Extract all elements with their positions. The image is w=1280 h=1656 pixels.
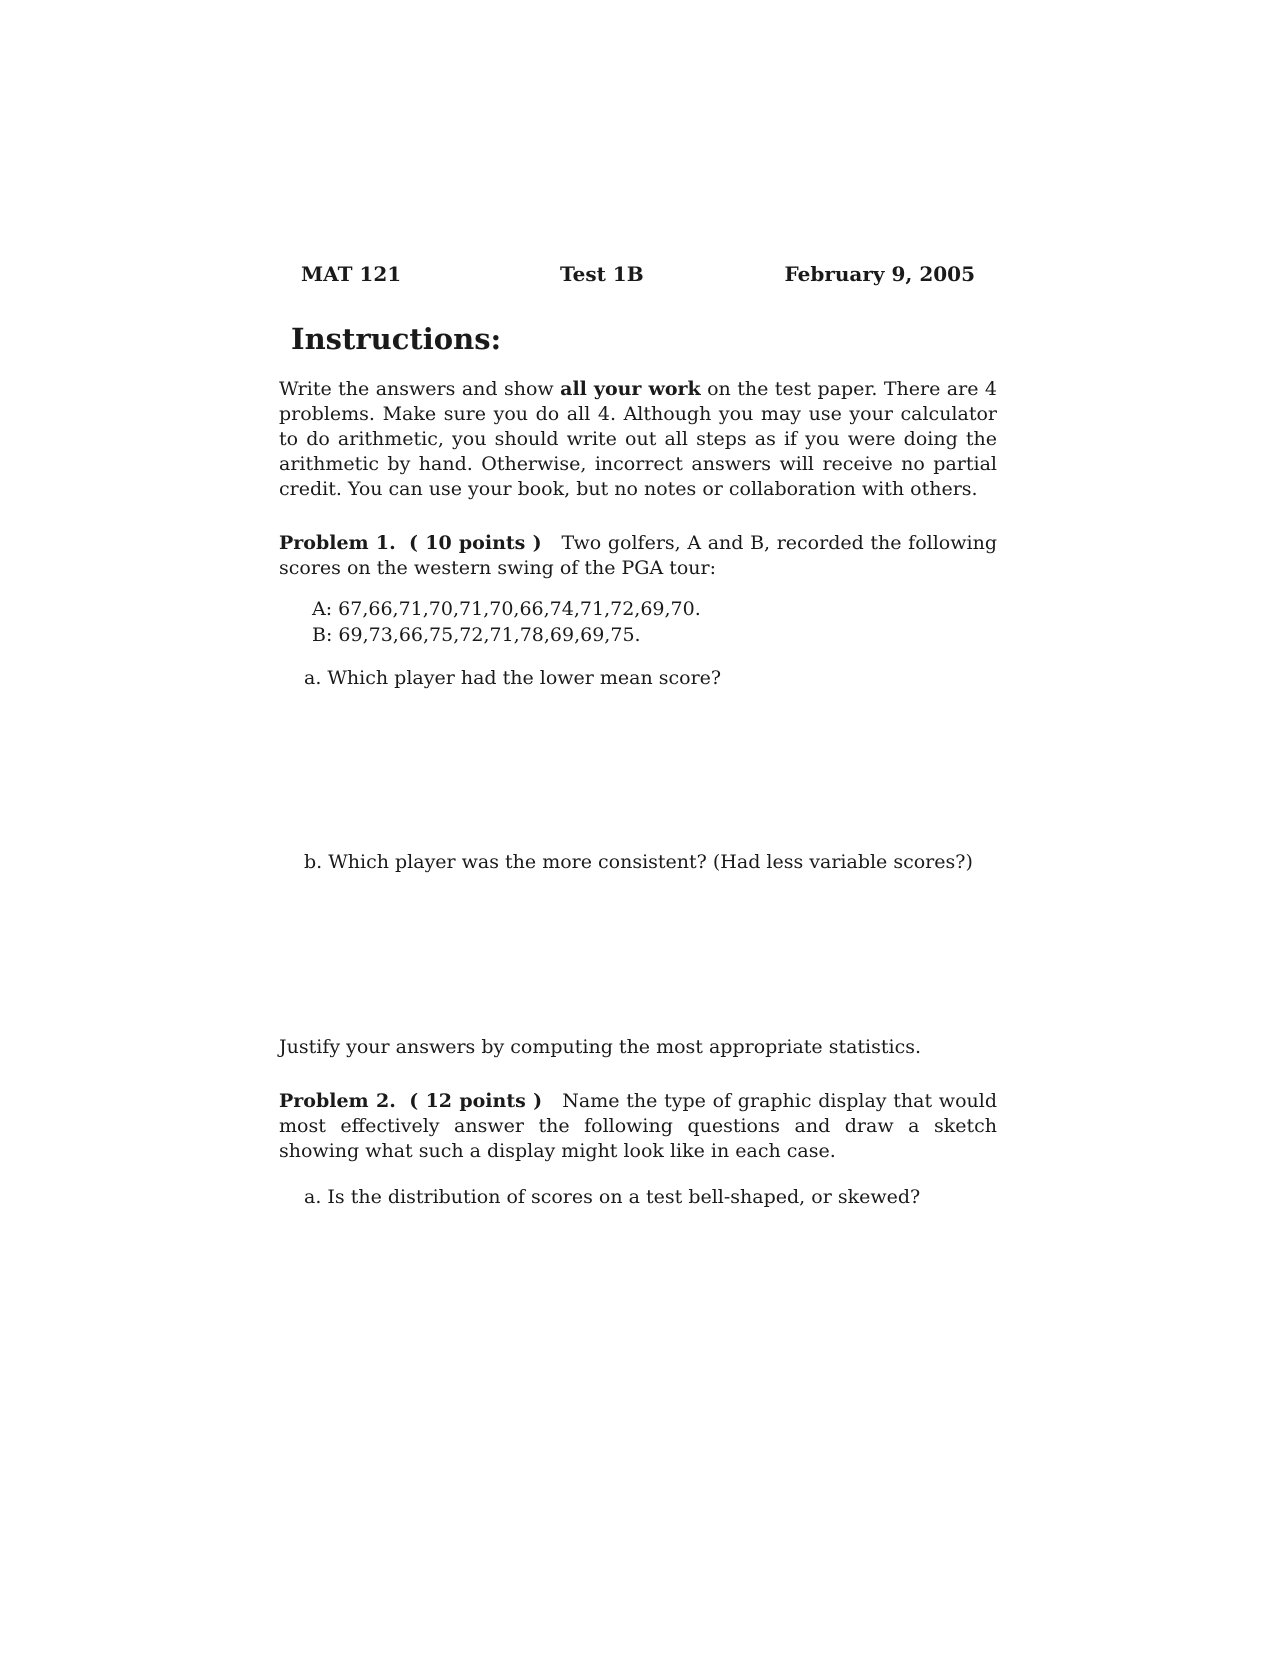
instructions-title: Instructions: <box>291 322 502 356</box>
answer-space-2a[interactable] <box>279 1220 997 1600</box>
problem-1-points: ( 10 points ) <box>409 532 542 554</box>
instructions-text <box>279 377 997 502</box>
problem-1-question-b: b. Which player was the more consistent? (Had less variable scores?) <box>304 851 973 873</box>
problem-2-label: Problem 2. <box>279 1090 396 1112</box>
test-date: February 9, 2005 <box>784 262 975 286</box>
problem-2-points: ( 12 points ) <box>409 1090 543 1112</box>
instructions-text-before: Write the answers and show <box>279 378 561 400</box>
page-header <box>279 262 997 290</box>
scores-a: A: 67,66,71,70,71,70,66,74,71,72,69,70. <box>312 598 701 620</box>
course-code: MAT 121 <box>301 262 402 286</box>
instructions-bold-text: all your work <box>560 378 701 400</box>
problem-1-statement <box>279 531 997 581</box>
answer-space-1b[interactable] <box>279 885 997 1025</box>
problem-1-text: Two golfers, A and B, recorded the following scores on the western swing of the PGA tour: <box>279 532 997 579</box>
problem-1-question-a: a. Which player had the lower mean score? <box>304 667 722 689</box>
instructions-text-after: on the test paper. There are 4 problems. Make sure you do all 4. Although you may use your calculator to do arithmetic, you should write out all steps as if you were doing the arithmetic by hand. Otherwise, incorrect answers will receive no partial credit. You can use your book, but no notes or collaboration with others. <box>279 378 997 500</box>
scores-b: B: 69,73,66,75,72,71,78,69,69,75. <box>312 624 641 646</box>
test-page <box>279 0 997 1656</box>
test-name: Test 1B <box>560 262 644 286</box>
answer-space-1a[interactable] <box>279 700 997 840</box>
problem-2-text: Name the type of graphic display that would most effectively answer the following questions and draw a sketch showing what such a display might look like in each case. <box>279 1090 997 1162</box>
golfer-scores <box>312 596 701 648</box>
problem-1-label: Problem 1. <box>279 532 396 554</box>
problem-2-statement <box>279 1089 997 1164</box>
problem-1-justify: Justify your answers by computing the most appropriate statistics. <box>279 1036 922 1058</box>
problem-2-question-a: a. Is the distribution of scores on a test bell-shaped, or skewed? <box>304 1186 921 1208</box>
